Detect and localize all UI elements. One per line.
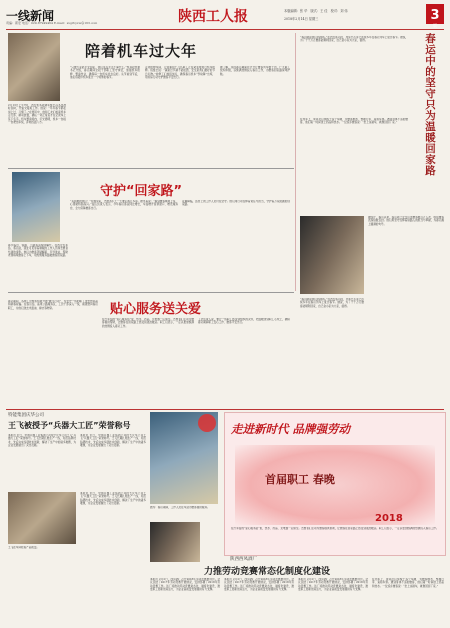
article-title: 守护“回家路” bbox=[100, 184, 183, 199]
page-number-box bbox=[426, 4, 444, 28]
section-divider bbox=[8, 292, 294, 293]
news-photo bbox=[300, 216, 364, 294]
banner-body: 在汽车站的“爱心服务站”里，热水、药品、充电器一应俱全。志愿者们主动为旅客提供帮助，让旅客在回家路上感受到浓浓暖意。职工们表示，一定以更加饱满的热情投入春运工作。 bbox=[231, 527, 439, 530]
article-body: 本报讯 2月2日，西凤酒厂召开2018年劳动竞赛推进会。会议总结了2017年劳动竞赛开展情况，安排部署了2018年劳动竞赛工作。该厂将推动劳动竞赛常态化、制度化建设，激发职工创新创造活力，为企业高质量发展提供有力支撑。 bbox=[150, 578, 220, 592]
article-body: “春运就是我们的战场。”在西安客运段，列车长小李已连续多年在春运列车上度过春节。她说，为了千千万万旅客能顺利回家，自己舍小家为大家，值得。 bbox=[300, 298, 364, 308]
article-kicker: 特能集团庆华公司 bbox=[8, 413, 44, 418]
article-body: 在列车上，乘务员们穿梭于各个车厢，为旅客倒水、整理行李、查验车票。遇到身体不适的旅客，他们第一时间送上药品和热水。一位返乡旅客说：“坐上这趟车，就像回到了家。” bbox=[300, 118, 408, 125]
promo-banner bbox=[224, 412, 446, 556]
article-body: 据统计，春运以来，客运段已安全运送旅客数百万人次，收到旅客表扬信数百封。他们用坚守诠释着铁路人的担当与奉献，为春运画上圆满的句号。 bbox=[368, 216, 444, 226]
page-number: 3 bbox=[430, 8, 440, 23]
photo-caption: 图为：春运期间，工作人员在车站为旅客提供服务。 bbox=[150, 506, 210, 509]
article-body: 本报讯 近日，中国兵器工业集团公司授予庆华公司王飞“兵器大工匠”荣誉称号。王飞长期扎根生产一线，刻苦钻研技术，先后完成多项技术创新，解决了生产中的诸多难题，为企业发展做出了突出贡献。 bbox=[80, 492, 146, 506]
column-divider bbox=[295, 33, 296, 291]
article-body: 2月13日上午7时，西安机务段调车组长冯书田准时到岗，开始交接班工作。他说：“年年春节都在岗上过，习惯了。”在寒风中，他和工友们检查机车走行部、制动装置，确认一切正常后才在记录本上签下名字。机车整备场内，灯光通明，机车一台接一台驶出库线，奔向四面八方。 bbox=[8, 104, 66, 125]
article-title: 陪着机车过大年 bbox=[85, 42, 198, 60]
news-photo bbox=[8, 33, 60, 101]
article-body: “有困难找我们！”在候车室，志愿者小王一天要走两万多步。她笑着说：“看到旅客顺利上车，心里就特别高兴。”站区负责人表示，今年春运客流同比增长，车站增开售票窗口、增设服务台，全力保障旅客出行。 bbox=[70, 200, 178, 210]
banner-subtitle: 首届职工 春晚 bbox=[265, 473, 335, 486]
article-body: 在汽车站的“爱心服务站”里，热水、药品、充电器一应俱全。志愿者们主动为旅客提供帮助，让旅客在回家路上感受到浓浓暖意。职工们表示，一定以更加饱满的热情投入春运工作。 bbox=[102, 318, 194, 328]
news-photo bbox=[150, 522, 200, 562]
article-title: 贴心服务送关爱 bbox=[110, 302, 202, 317]
article-title-vertical: 春运中的坚守只为温暖回家路 bbox=[424, 33, 436, 176]
banner-year: 2018 bbox=[375, 513, 403, 524]
article-body: “春运就是我们的战场。”在西安客运段，列车长小李已连续多年在春运列车上度过春节。她说，为了千千万万旅客能顺利回家，自己舍小家为大家，值得。 bbox=[300, 36, 408, 43]
article-body: 本报讯 近日，中国兵器工业集团公司授予庆华公司王飞“兵器大工匠”荣誉称号。王飞长期扎根生产一线，刻苦钻研技术，先后完成多项技术创新，解决了生产中的诸多难题，为企业发展做出了突出贡献。 bbox=[80, 434, 146, 448]
article-title: 力推劳动竞赛常态化制度化建设 bbox=[204, 567, 331, 577]
article-kicker: 陕西西凤酒厂 bbox=[230, 557, 257, 562]
article-title: 王飞被授予“兵器大工匠”荣誉称号 bbox=[8, 421, 131, 430]
masthead-editor-line: 责编：郭宏 电话：029-87949464 E-mail：sxgrbyxw@163.com bbox=[6, 21, 98, 25]
page-label: 版 bbox=[433, 23, 437, 28]
section-divider bbox=[8, 168, 294, 169]
masthead-rule bbox=[6, 29, 444, 30]
photo-caption: 王飞在车间检查产品质量。 bbox=[8, 546, 40, 549]
paper-name: 陕西工人报 bbox=[178, 9, 248, 25]
article-body: 春节临近，铁路、公路客流持续攀升。在西安火车站、客运站，到处可见身着制服的工作人员和志愿者忙碌的身影。他们为旅客答疑解惑、引导进站，帮助老弱病残旅客上下车，用热情服务温暖旅客回家路。 bbox=[8, 244, 68, 258]
banner-title: 走进新时代 品牌强劳动 bbox=[231, 422, 351, 436]
article-body: 走进检修车间，记者看到十几名职工正在紧张地进行机车检修。班组长说：“越是过节越不能松劲，安全是我们最好的节日礼物。”检修工们加班加点，确保春运机车“零故障”出库，用实际行动守护旅客平安出行。 bbox=[145, 66, 215, 80]
article-body: 本报讯 2月2日，西凤酒厂召开2018年劳动竞赛推进会。会议总结了2017年劳动竞赛开展情况，安排部署了2018年劳动竞赛工作。该厂将推动劳动竞赛常态化、制度化建设，激发职工创新创造活力，为企业高质量发展提供有力支撑。 bbox=[224, 578, 294, 592]
feature-photo-badge bbox=[198, 414, 216, 432]
masthead-meta: 本版编辑：张 华 版式：王 佳 校对：刘 伟 bbox=[284, 9, 348, 13]
masthead bbox=[6, 4, 444, 28]
article-body: 据了解，该段春运期间共计开行旅客列车数千列，广大职工放弃休假，以饱满热情投入春运工作，为旅客回家路保驾护航。 bbox=[220, 66, 290, 76]
article-body: 本报讯 2月2日，西凤酒厂召开2018年劳动竞赛推进会。会议总结了2017年劳动竞赛开展情况，安排部署了2018年劳动竞赛工作。该厂将推动劳动竞赛常态化、制度化建设，激发职工创新创造活力，为企业高质量发展提供有力支撑。 bbox=[298, 578, 368, 592]
masthead-date: 2018年2月14日 星期三 bbox=[284, 17, 319, 21]
news-photo bbox=[12, 172, 60, 242]
article-body: 本报讯 近日，中国兵器工业集团公司授予庆华公司王飞“兵器大工匠”荣誉称号。王飞长期扎根生产一线，刻苦钻研技术，先后完成多项技术创新，解决了生产中的诸多难题，为企业发展做出了突出贡献。 bbox=[8, 434, 76, 448]
news-photo bbox=[8, 492, 76, 544]
article-body: 夜幕降临，站台上的工作人员仍在坚守。他们用行动诠释着责任与担当，守护着万家团圆的回家路。 bbox=[182, 200, 290, 207]
article-body: “只要大家能平安到家，我们这点辛苦不算什么。”机务段党委书记介绍，春运期间全段干部职工坚守岗位，加强机车检修、整备作业，确保每一台机车状态良好。从节前到节后，他们将陪伴机车度过一个特殊的春节。 bbox=[70, 66, 140, 80]
section-title: 一线新闻 bbox=[6, 9, 55, 23]
article-body: 春运期间，各地工会组织积极开展“暖冬行动”，为坚守一线的职工送去慰问品和新春祝福。在客运站、高速公路服务区，工会干部深入一线，看望慰问春运职工，为他们送去米面油、棉衣等物资。 bbox=[8, 300, 98, 310]
section-rule bbox=[6, 409, 444, 410]
article-body: 在列车上，乘务员们穿梭于各个车厢，为旅客倒水、整理行李、查验车票。遇到身体不适的旅客，他们第一时间送上药品和热水。一位返乡旅客说：“坐上这趟车，就像回到了家。” bbox=[372, 578, 444, 588]
article-body: 工会负责人说，要让一线职工感受到组织的关怀，把温暖送到职工心坎上，确保春运期间职工安心工作、旅客平安出行。 bbox=[198, 318, 290, 325]
